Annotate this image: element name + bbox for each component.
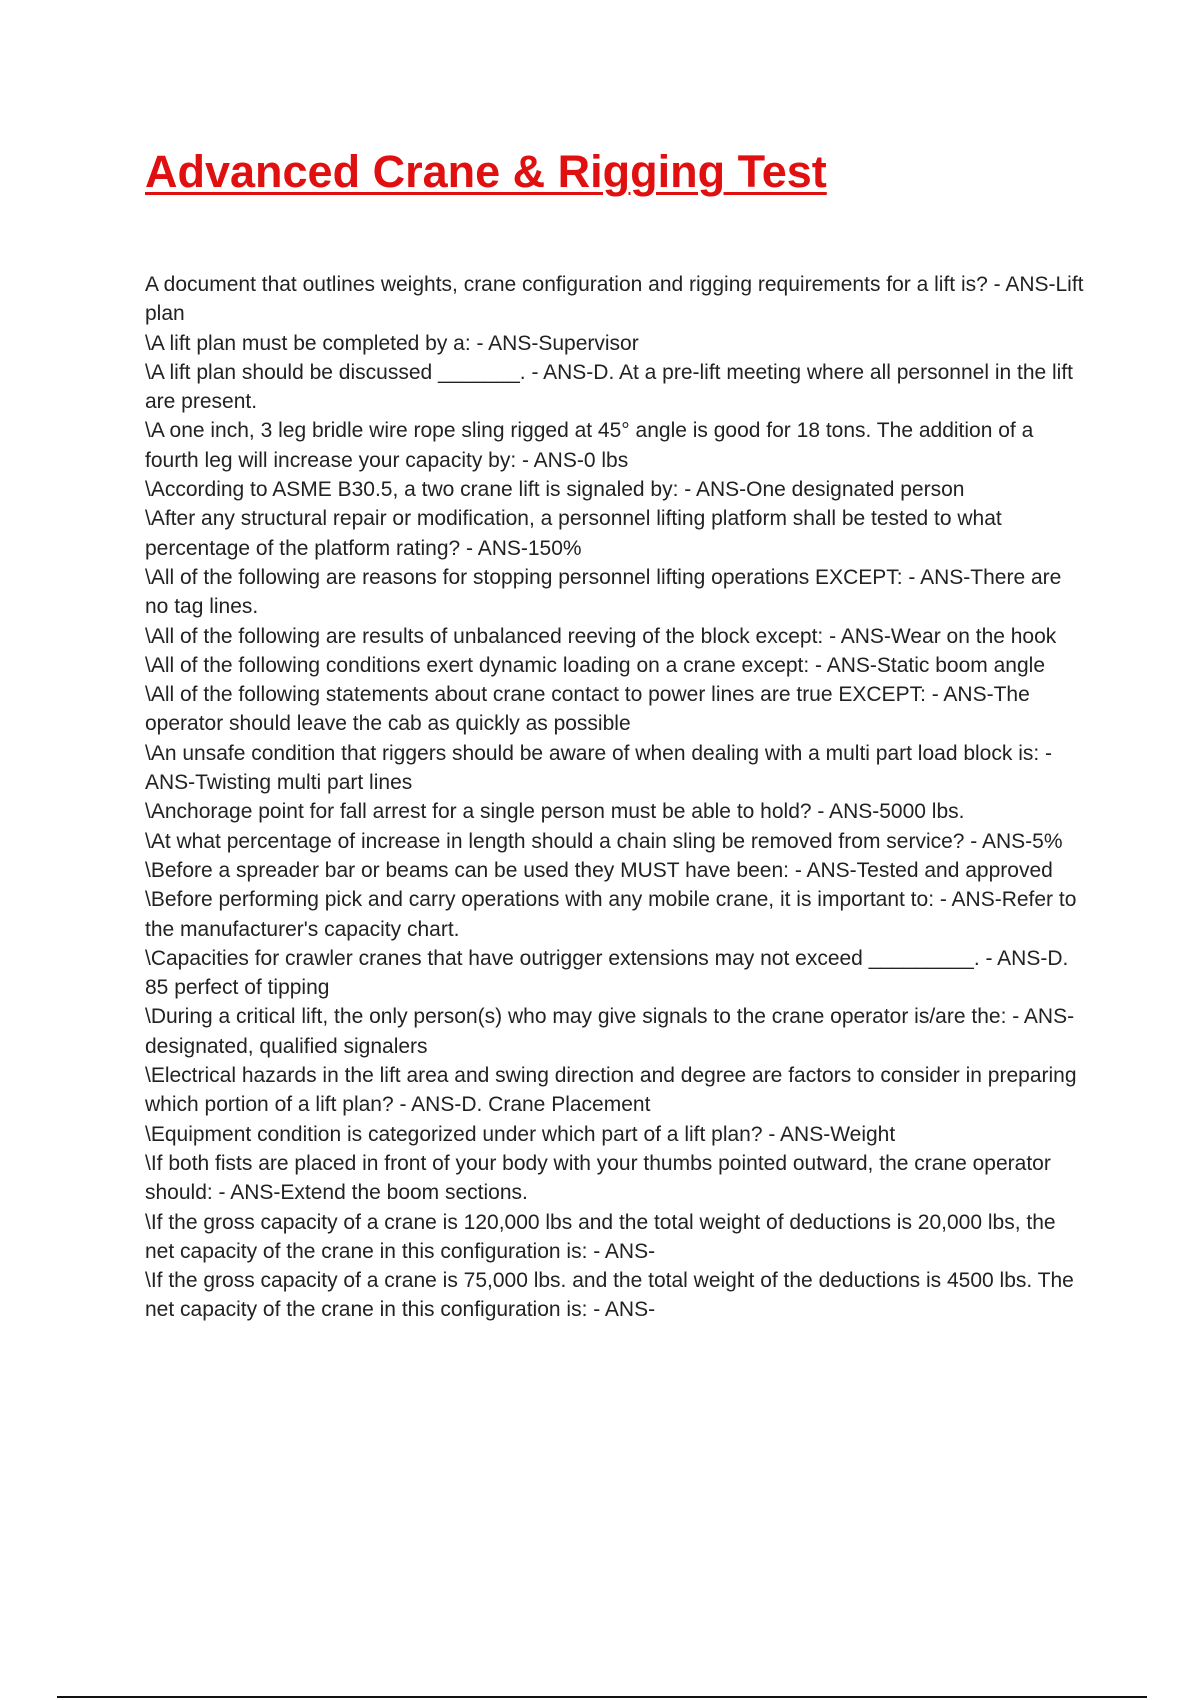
qa-item: \All of the following are reasons for stopping personnel lifting operations EXCEPT: - ANS-There are no tag lines. — [145, 565, 1062, 619]
qa-item: \Electrical hazards in the lift area and swing direction and degree are factors to consider in preparing which portion of a lift plan? - ANS-D. Crane Placement — [145, 1064, 1077, 1117]
qa-item: \An unsafe condition that riggers should be aware of when dealing with a multi part load block is: - ANS-Twisting multi part lines — [145, 741, 1053, 795]
qa-list — [145, 270, 1090, 1325]
qa-item: \Before performing pick and carry operations with any mobile crane, it is important to: - ANS-Refer to the manufacturer's capacity chart. — [145, 888, 1077, 941]
qa-item: \All of the following statements about crane contact to power lines are true EXCEPT: - ANS-The operator should leave the cab as quickly as possible — [145, 683, 1030, 736]
qa-item: \Capacities for crawler cranes that have outrigger extensions may not exceed _________. - ANS-D. 85 perfect of tipping — [145, 946, 1069, 1000]
page-footer-rule — [57, 1696, 1147, 1698]
qa-item: \All of the following conditions exert dynamic loading on a crane except: - ANS-Static boom angle — [145, 653, 1045, 677]
qa-item: \All of the following are results of unbalanced reeving of the block except: - ANS-Wear on the hook — [145, 624, 1057, 648]
qa-item: \After any structural repair or modification, a personnel lifting platform shall be tested to what percentage of the platform rating? - ANS-150% — [145, 507, 1002, 560]
qa-item: \Anchorage point for fall arrest for a single person must be able to hold? - ANS-5000 lbs. — [145, 800, 965, 824]
qa-item: \A lift plan must be completed by a: - ANS-Supervisor — [145, 331, 639, 355]
qa-item: \Equipment condition is categorized under which part of a lift plan? - ANS-Weight — [145, 1122, 896, 1146]
qa-item: \According to ASME B30.5, a two crane lift is signaled by: - ANS-One designated person — [145, 478, 965, 502]
document-title: Advanced Crane & Rigging Test — [145, 146, 827, 197]
qa-item: \If both fists are placed in front of your body with your thumbs pointed outward, the crane operator should: - ANS-Extend the boom sections. — [145, 1151, 1051, 1205]
qa-item: \During a critical lift, the only person(s) who may give signals to the crane operator is/are the: - ANS-designated, qualified signalers — [145, 1005, 1075, 1058]
qa-item: A document that outlines weights, crane configuration and rigging requirements for a lift is? - ANS-Lift plan — [145, 273, 1084, 326]
qa-item: \If the gross capacity of a crane is 120,000 lbs and the total weight of deductions is 20,000 lbs, the net capacity of the crane in this configuration is: - ANS- — [145, 1210, 1056, 1263]
qa-item: \Before a spreader bar or beams can be used they MUST have been: - ANS-Tested and approved — [145, 858, 1053, 882]
qa-item: \A lift plan should be discussed _______. - ANS-D. At a pre-lift meeting where all personnel in the lift are present. — [145, 360, 1074, 414]
qa-item: \At what percentage of increase in length should a chain sling be removed from service? - ANS-5% — [145, 829, 1063, 853]
qa-item: \If the gross capacity of a crane is 75,000 lbs. and the total weight of the deductions is 4500 lbs. The net capacity of the crane in this configuration is: - ANS- — [145, 1269, 1074, 1322]
qa-item: \A one inch, 3 leg bridle wire rope sling rigged at 45° angle is good for 18 tons. The addition of a fourth leg will increase your capacity by: - ANS-0 lbs — [145, 419, 1034, 472]
